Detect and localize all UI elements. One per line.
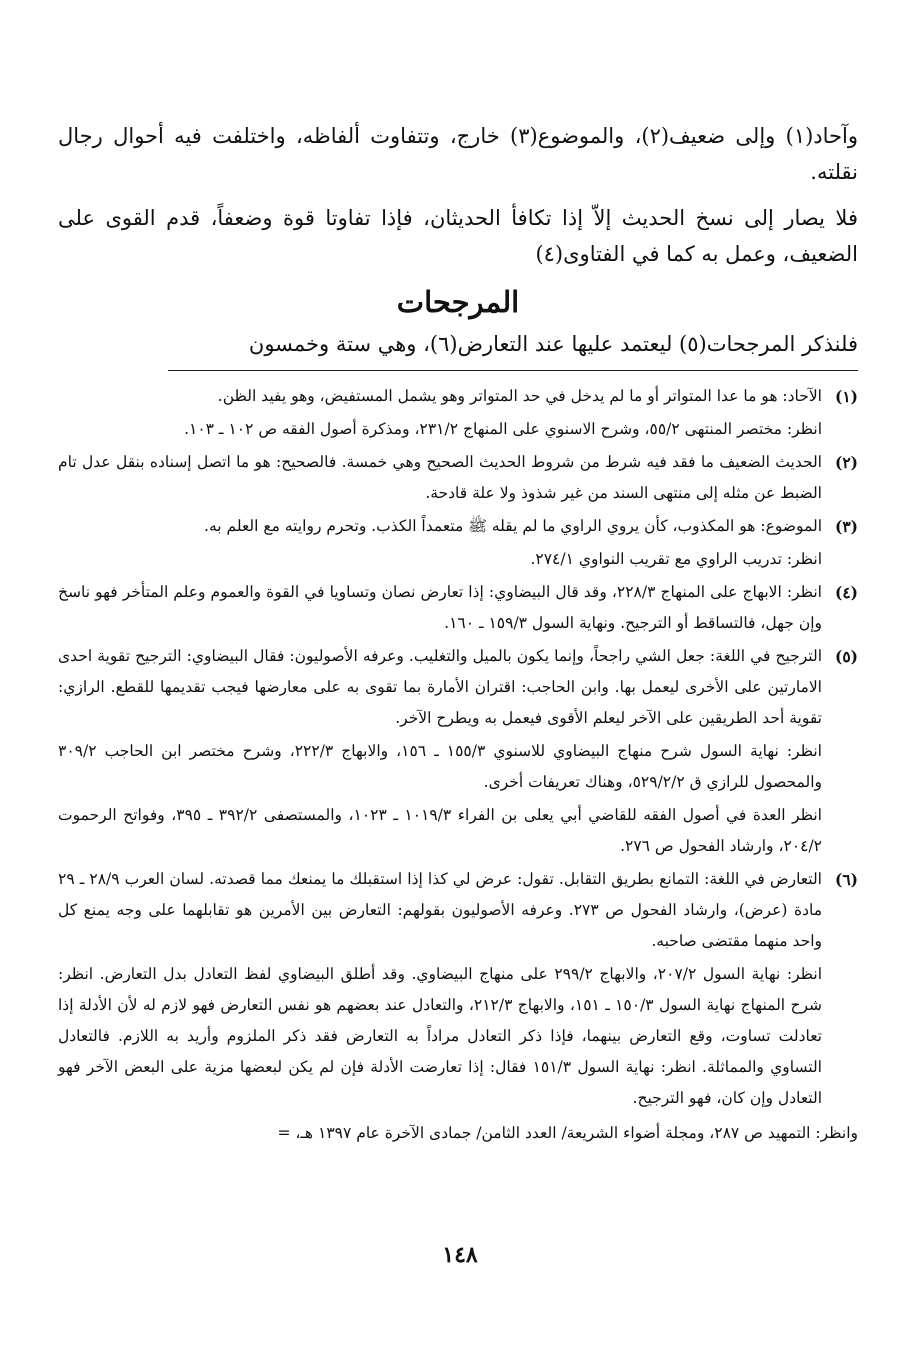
footnote-number: (٦) (834, 870, 858, 889)
footnote-5 (58, 641, 858, 864)
footnote-reference: انظر: نهاية السول شرح منهاج البيضاوي للاسنوي ١٥٥/٣ ـ ١٥٦، والابهاج ٢٢٢/٣، وشرح مختصر ابن الحاجب ٣٠٩/٢ والمحصول للرازي ق ٥٢٩/٢/٢، وهناك تعريفات أخرى. (58, 742, 822, 791)
intro-line: فلنذكر المرجحات(٥) ليعتمد عليها عند التعارض(٦)، وهي ستة وخمسون (248, 332, 858, 356)
footnote-1 (58, 381, 858, 447)
footnote-text: الموضوع: هو المكذوب، كأن يروي الراوي ما لم يقله ﷺ متعمداً الكذب. وتحرم روايته مع العلم به. (204, 517, 822, 535)
footnotes (58, 381, 858, 1149)
section-heading: المرجحات (396, 285, 520, 319)
footnote-reference: انظر: تدريب الراوي مع تقريب النواوي ٢٧٤/١. (530, 550, 822, 568)
footnote-reference: انظر: مختصر المنتهى ٥٥/٢، وشرح الاسنوي على المنهاج ٢٣١/٢، ومذكرة أصول الفقه ص ١٠٢ ـ ١٠٣. (184, 420, 822, 438)
page-content (58, 118, 858, 1149)
footnote-text: الترجيح في اللغة: جعل الشي راجحاً، وإنما يكون بالميل والتغليب. وعرفه الأصوليون: فقال البيضاوي: الترجيح تقوية احدى الامارتين على الأخرى ليعمل بها. وابن الحاجب: اقتران الأمارة بما تقوى به على معارضها فيجب تقديمها للقطع. الرازي: تقوية أحد الطريقين على الآخر ليعلم الأقوى فيعمل به ويطرح الآخر. (58, 647, 822, 727)
footnote-number: (٥) (834, 647, 858, 666)
footnote-separator (168, 370, 858, 371)
footnote-number: (٤) (834, 583, 858, 602)
footnote-2 (58, 447, 858, 511)
footnote-text: الحديث الضعيف ما فقد فيه شرط من شروط الحديث الصحيح وهي خمسة. فالصحيح: هو ما اتصل إسناده بنقل عدل تام الضبط عن مثله إلى منتهى السند من غير شذوذ ولا علة قادحة. (58, 453, 822, 502)
footnote-text: انظر: الابهاج على المنهاج ٢٢٨/٣، وقد قال البيضاوي: إذا تعارض نصان وتساويا في القوة والعموم وعلم المتأخر فهو ناسخ وإن جهل، فالتساقط أو الترجيح. ونهاية السول ١٥٩/٣ ـ ١٦٠. (58, 583, 822, 632)
footnote-reference: انظر: نهاية السول ٢٠٧/٢، والابهاج ٢٩٩/٢ على منهاج البيضاوي. وقد أطلق البيضاوي لفظ التعادل بدل التعارض. انظر: شرح المنهاج نهاية السول ١٥٠/٣ ـ ١٥١، والابهاج ٢١٢/٣، والتعادل عند بعضهم هو نفس التعارض فهو لازم له لأن الأدلة إذا تعادلت تساوت، وقع التعارض بينهما، فإذا ذكر التعادل مراداً به التعارض فقد ذكر الملزوم وأريد به اللازم. فالتعادل التساوي والمماثلة. انظر: نهاية السول ١٥١/٣ فقال: إذا تعارضت الأدلة فإن لم يكن لبعضها مزية على البعض الآخر فهو التعادل وإن كان، فهو الترجيح. (58, 965, 822, 1107)
footnote-number: (٢) (834, 453, 858, 472)
footnote-6 (58, 864, 858, 1116)
footnote-3 (58, 511, 858, 577)
footnote-text: التعارض في اللغة: التمانع بطريق التقابل. تقول: عرض لي كذا إذا استقبلك ما يمنعك مما قصدته. لسان العرب ٢٨/٩ ـ ٢٩ مادة (عرض)، وارشاد الفحول ص ٢٧٣. وعرفه الأصوليون بقولهم: التعارض بين الأمرين هو تقابلهما على وجه يمنع كل واحد منهما مقتضى صاحبه. (58, 870, 822, 950)
page-number: ١٤٨ (442, 1242, 478, 1268)
footnote-number: (١) (834, 387, 858, 406)
body-paragraph-1: وآحاد(١) وإلى ضعيف(٢)، والموضوع(٣) خارج، وتتفاوت ألفاظه، واختلفت فيه أحوال رجال نقلته. (58, 124, 858, 184)
body-paragraph-2: فلا يصار إلى نسخ الحديث إلاّ إذا تكافأ الحديثان، فإذا تفاوتا قوة وضعفاً، قدم القوى على الضعيف، وعمل به كما في الفتاوى(٤) (58, 206, 858, 266)
footnote-number: (٣) (834, 517, 858, 536)
footnote-text: الآحاد: هو ما عدا المتواتر أو ما لم يدخل في حد المتواتر وهو يشمل المستفيض، وهو يفيد الظن. (217, 387, 822, 405)
footnote-4 (58, 577, 858, 641)
footnote-reference: انظر العدة في أصول الفقه للقاضي أبي يعلى بن الفراء ١٠١٩/٣ ـ ١٠٢٣، والمستصفى ٣٩٢/٢ ـ ٣٩٥، وفواتح الرحموت ٢٠٤/٢، وارشاد الفحول ص ٢٧٦. (58, 806, 822, 855)
footnote-continuation: وانظر: التمهيد ص ٢٨٧، ومجلة أضواء الشريعة/ العدد الثامن/ جمادى الآخرة عام ١٣٩٧ هـ، = (277, 1124, 858, 1142)
